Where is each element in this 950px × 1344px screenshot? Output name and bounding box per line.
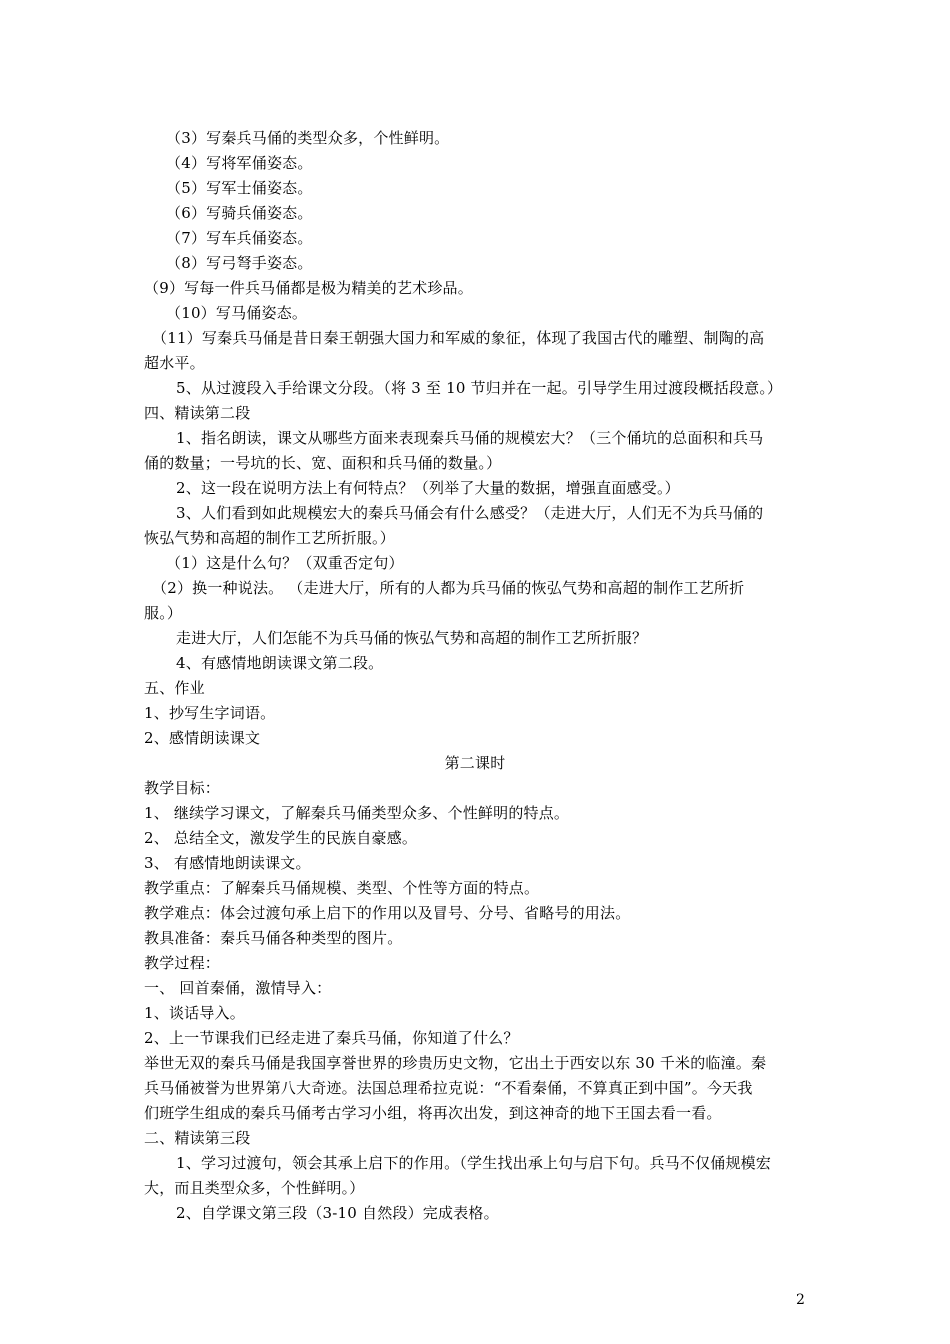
list-item: 1、 继续学习课文，了解秦兵马俑类型众多、个性鲜明的特点。 — [144, 804, 570, 822]
list-item: 3、 有感情地朗读课文。 — [144, 854, 311, 872]
section-heading: 教学目标： — [144, 779, 221, 797]
section-heading: 五、作业 — [144, 679, 205, 697]
text-line: 2、上一节课我们已经走进了秦兵马俑，你知道了什么？ — [144, 1029, 519, 1047]
text-line: 服。） — [144, 604, 183, 622]
text-line: （6）写骑兵俑姿态。 — [166, 204, 313, 222]
text-line: 俑的数量；一号坑的长、宽、面积和兵马俑的数量。） — [144, 454, 502, 472]
text-line: 2、自学课文第三段（3-10 自然段）完成表格。 — [176, 1204, 499, 1222]
text-line: 走进大厅，人们怎能不为兵马俑的恢弘气势和高超的制作工艺所折服？ — [176, 629, 648, 647]
text-line: 2、感情朗读课文 — [144, 729, 261, 747]
text-line: （8）写弓弩手姿态。 — [166, 254, 313, 272]
page-number: 2 — [796, 1292, 805, 1308]
text-line: （10）写马俑姿态。 — [166, 304, 308, 322]
text-line: （11）写秦兵马俑是昔日秦王朝强大国力和军威的象征，体现了我国古代的雕塑、制陶的高 — [152, 329, 765, 347]
text-line: 3、人们看到如此规模宏大的秦兵马俑会有什么感受？（走进大厅，人们无不为兵马俑的 — [176, 504, 764, 522]
text-line: （4）写将军俑姿态。 — [166, 154, 313, 172]
text-line: 2、这一段在说明方法上有何特点？（列举了大量的数据，增强直面感受。） — [176, 479, 680, 497]
text-line: （5）写军士俑姿态。 — [166, 179, 313, 197]
text-line: 1、抄写生字词语。 — [144, 704, 276, 722]
text-line: 举世无双的秦兵马俑是我国享誉世界的珍贵历史文物，它出土于西安以东 30 千米的临潼。秦 — [144, 1054, 767, 1072]
section-heading: 教学过程： — [144, 954, 221, 972]
text-line: （3）写秦兵马俑的类型众多，个性鲜明。 — [166, 129, 450, 147]
text-line: 教具准备：秦兵马俑各种类型的图片。 — [144, 929, 403, 947]
text-line: 4、有感情地朗读课文第二段。 — [176, 654, 384, 672]
text-line: 恢弘气势和高超的制作工艺所折服。） — [144, 529, 395, 547]
text-line: 超水平。 — [144, 354, 205, 372]
text-line: 5、从过渡段入手给课文分段。（将 3 至 10 节归并在一起。引导学生用过渡段概括段意。） — [176, 379, 783, 397]
text-line: 1、学习过渡句，领会其承上启下的作用。（学生找出承上句与启下句。兵马不仅俑规模宏 — [176, 1154, 772, 1172]
text-line: 1、谈话导入。 — [144, 1004, 245, 1022]
text-line: 教学重点：了解秦兵马俑规模、类型、个性等方面的特点。 — [144, 879, 540, 897]
text-line: （2）换一种说法。 （走进大厅，所有的人都为兵马俑的恢弘气势和高超的制作工艺所折 — [152, 579, 745, 597]
section-heading: 二、精读第三段 — [144, 1129, 251, 1147]
text-line: （9）写每一件兵马俑都是极为精美的艺术珍品。 — [144, 279, 473, 297]
lesson-title: 第二课时 — [444, 754, 506, 772]
list-item: 2、 总结全文，激发学生的民族自豪感。 — [144, 829, 418, 847]
text-line: 1、指名朗读，课文从哪些方面来表现秦兵马俑的规模宏大？（三个俑坑的总面积和兵马 — [176, 429, 764, 447]
text-line: （7）写车兵俑姿态。 — [166, 229, 313, 247]
section-heading: 四、精读第二段 — [144, 404, 251, 422]
text-line: 大，而且类型众多，个性鲜明。） — [144, 1179, 365, 1197]
text-line: 兵马俑被誉为世界第八大奇迹。法国总理希拉克说：“不看秦俑，不算真正到中国”。今天我 — [144, 1079, 753, 1097]
text-line: 们班学生组成的秦兵马俑考古学习小组，将再次出发，到这神奇的地下王国去看一看。 — [144, 1104, 722, 1122]
text-line: 教学难点：体会过渡句承上启下的作用以及冒号、分号、省略号的用法。 — [144, 904, 631, 922]
section-heading: 一、 回首秦俑，激情导入： — [144, 979, 332, 997]
text-line: （1）这是什么句？（双重否定句） — [166, 554, 404, 572]
